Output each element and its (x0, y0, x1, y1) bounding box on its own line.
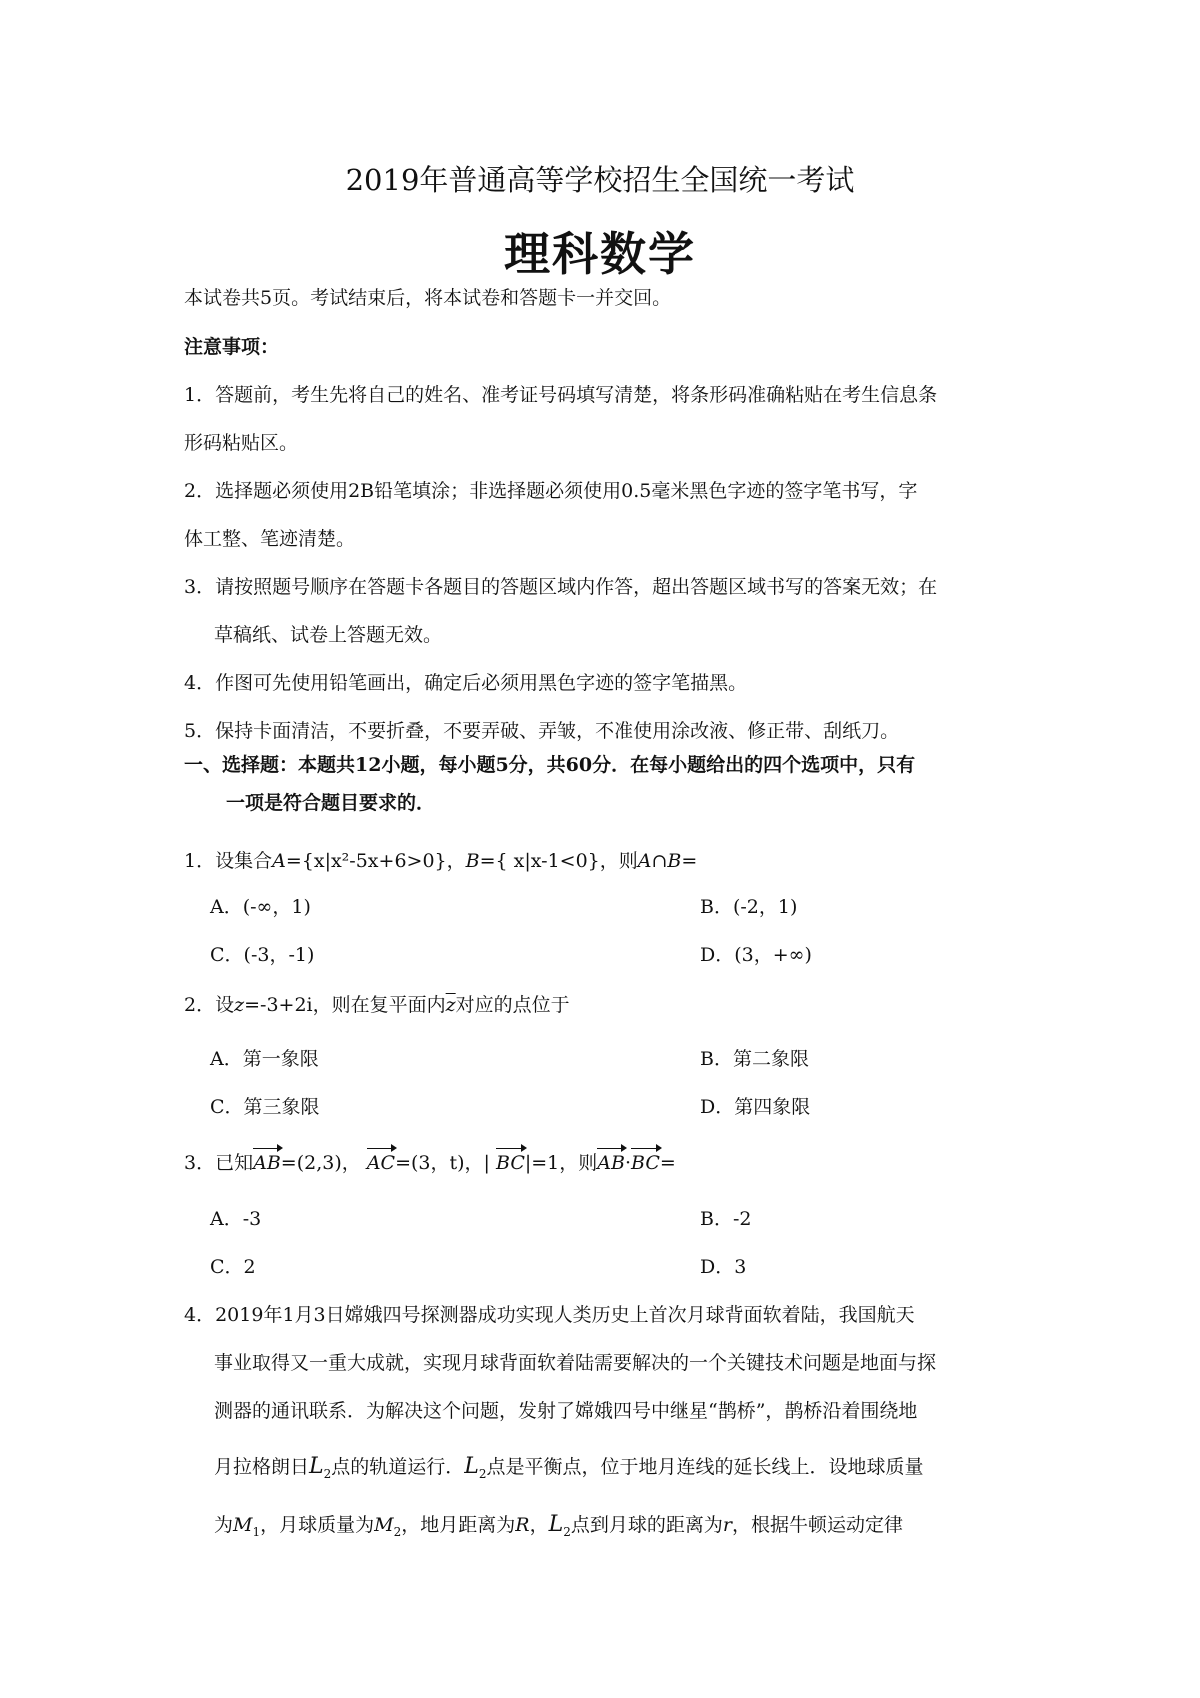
question-number: 2． (184, 994, 216, 1016)
question-number: 1． (184, 850, 216, 872)
section-1-heading-cont: 一项是符合题目要求的． (226, 792, 436, 814)
stem-text: =-3+2i，则在复平面内 (244, 994, 446, 1016)
exam-title: 2019年普通高等学校招生全国统一考试 (345, 163, 855, 197)
lagrange-l: L (309, 1454, 324, 1479)
set-b-name: B (465, 850, 480, 872)
question-1-stem (184, 848, 697, 874)
stem-text: 点的轨道运行． (331, 1456, 465, 1478)
option-d: D．第四象限 (700, 1096, 811, 1118)
question-4-line3: 测器的通讯联系．为解决这个问题，发射了嫦娥四号中继星“鹊桥”，鹊桥沿着围绕地 (214, 1400, 918, 1422)
stem-text: 为 (214, 1514, 234, 1536)
option-d: D．(3，+∞) (700, 944, 812, 966)
stem-text: 点到月球的距离为 (570, 1514, 723, 1536)
intersection-expr: A∩B= (637, 850, 698, 872)
question-number: 3． (184, 1152, 216, 1174)
lagrange-l: L (548, 1512, 564, 1537)
variable-z: z (234, 994, 245, 1016)
stem-text: 对应的点位于 (455, 994, 570, 1016)
stem-text: 2019年1月3日嫦娥四号探测器成功实现人类历史上首次月球背面软着陆，我国航天 (215, 1304, 915, 1326)
stem-text: ，根据牛顿运动定律 (731, 1514, 903, 1536)
option-c: C．2 (210, 1256, 256, 1278)
stem-text: ， (529, 1514, 549, 1536)
subscript: 2 (393, 1524, 402, 1539)
stem-text: =(3，t)，| (395, 1152, 490, 1174)
vector-bc: BC (631, 1152, 660, 1174)
subscript: 1 (252, 1524, 261, 1539)
set-b-def: ={ x|x-1<0}，则 (479, 850, 638, 872)
option-b: B．第二象限 (700, 1048, 809, 1070)
mass-m: M (233, 1514, 253, 1536)
distance-r-small: r (722, 1514, 732, 1536)
option-d: D．3 (700, 1256, 747, 1278)
question-4-line1 (184, 1302, 915, 1328)
distance-r-big: R (515, 1514, 530, 1536)
option-a: A．-3 (210, 1208, 262, 1230)
subscript: 2 (323, 1466, 332, 1481)
option-b: B．(-2，1) (700, 896, 798, 918)
mass-m: M (374, 1514, 394, 1536)
stem-text: ，地月距离为 (401, 1514, 516, 1536)
set-a-name: A (272, 850, 286, 872)
subscript: 2 (563, 1524, 571, 1539)
stem-text: ，月球质量为 (260, 1514, 375, 1536)
section-1-heading: 一、选择题：本题共12小题，每小题5分，共60分．在每小题给出的四个选项中，只有 (184, 754, 916, 776)
option-a: A．(-∞，1) (210, 896, 311, 918)
stem-text: 已知 (215, 1152, 254, 1174)
subject-title: 理科数学 (504, 227, 696, 281)
vector-ab: AB (253, 1152, 281, 1174)
stem-text: =(2,3)， (280, 1152, 361, 1174)
note-5: 5．保持卡面清洁，不要折叠，不要弄破、弄皱，不准使用涂改液、修正带、刮纸刀。 (184, 720, 900, 742)
note-2-line2: 体工整、笔迹清楚。 (184, 528, 356, 550)
note-3-line1: 3．请按照题号顺序在答题卡各题目的答题区域内作答，超出答题区域书写的答案无效；在 (184, 576, 938, 598)
option-a: A．第一象限 (210, 1048, 319, 1070)
note-1-line2: 形码粘贴区。 (184, 432, 299, 454)
vector-ac: AC (366, 1152, 396, 1174)
option-b: B．-2 (700, 1208, 752, 1230)
question-4-line5 (214, 1512, 903, 1545)
stem-text: 设集合 (215, 850, 273, 872)
note-2-line1: 2．选择题必须使用2B铅笔填涂；非选择题必须使用0.5毫米黑色字迹的签字笔书写，字 (184, 480, 918, 502)
stem-text: |=1，则 (524, 1152, 598, 1174)
option-c: C．第三象限 (210, 1096, 320, 1118)
stem-text: 设 (215, 994, 235, 1016)
notes-heading: 注意事项： (184, 336, 280, 358)
note-4: 4．作图可先使用铅笔画出，确定后必须用黑色字迹的签字笔描黑。 (184, 672, 748, 694)
question-4-line4 (214, 1454, 924, 1487)
conjugate-z: $\overline{z}$ (445, 994, 456, 1016)
subscript: 2 (478, 1466, 487, 1481)
note-3-line2: 草稿纸、试卷上答题无效。 (214, 624, 443, 646)
question-4-line2: 事业取得又一重大成就，实现月球背面软着陆需要解决的一个关键技术问题是地面与探 (214, 1352, 937, 1374)
stem-text: 月拉格朗日 (214, 1456, 310, 1478)
question-2-stem (184, 992, 570, 1018)
stem-text: 点是平衡点，位于地月连线的延长线上．设地球质量 (486, 1456, 924, 1478)
intro-text: 本试卷共5页。考试结束后，将本试卷和答题卡一并交回。 (184, 287, 672, 309)
set-a-def: ={x|x²-5x+6>0}， (285, 850, 466, 872)
question-3-stem (184, 1150, 676, 1176)
stem-text: = (659, 1152, 676, 1174)
note-1-line1: 1．答题前，考生先将自己的姓名、准考证号码填写清楚，将条形码准确粘贴在考生信息条 (184, 384, 938, 406)
option-c: C．(-3，-1) (210, 944, 315, 966)
vector-ab: AB (597, 1152, 625, 1174)
question-number: 4． (184, 1304, 216, 1326)
lagrange-l: L (464, 1454, 479, 1479)
dot-operator: · (624, 1152, 632, 1174)
vector-bc: BC (496, 1152, 525, 1174)
